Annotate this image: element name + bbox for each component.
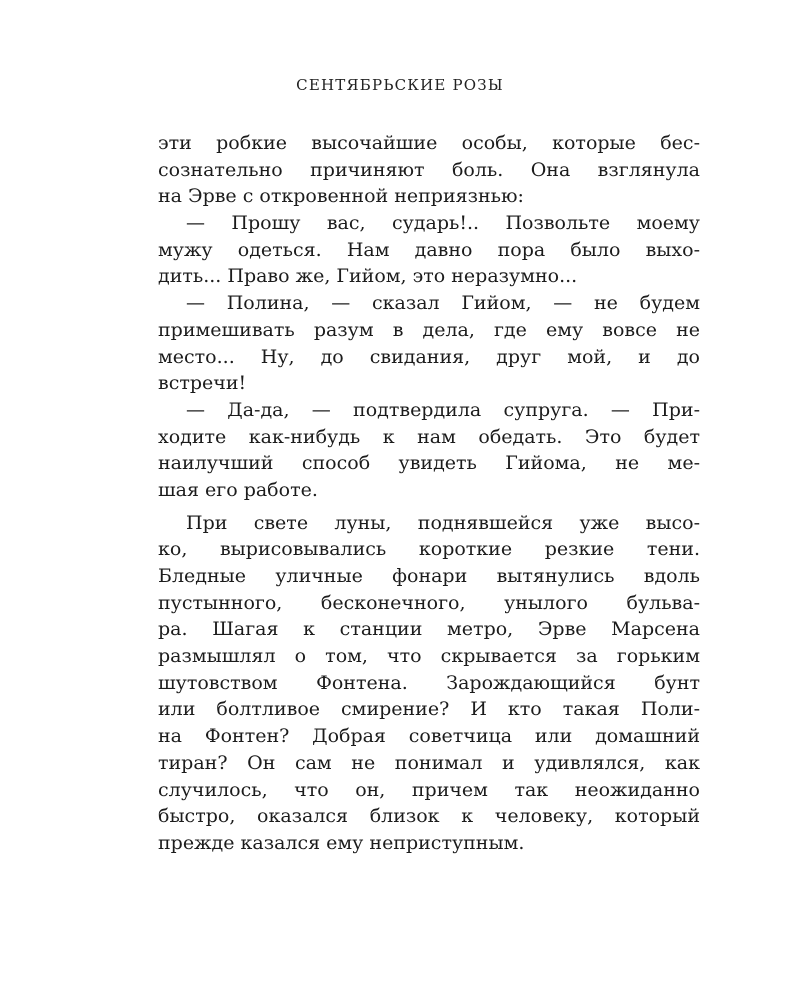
text-line: случилось, что он, причем так неожиданно bbox=[158, 778, 700, 801]
paragraph bbox=[158, 130, 700, 210]
text-line: ходите как-нибудь к нам обедать. Это будет bbox=[158, 425, 700, 448]
text-line: прежде казался ему неприступным. bbox=[158, 831, 525, 854]
text-line: быстро, оказался близок к человеку, который bbox=[158, 805, 700, 828]
text-line: — Полина, — сказал Гийом, — не будем bbox=[186, 292, 700, 315]
paragraph bbox=[158, 397, 700, 504]
paragraph bbox=[158, 210, 700, 290]
text-line: место... Ну, до свидания, друг мой, и до bbox=[158, 345, 700, 368]
text-line: мужу одеться. Нам давно пора было выхо- bbox=[158, 238, 700, 261]
text-line: дить... Право же, Гийом, это неразумно... bbox=[158, 265, 578, 288]
text-line: ко, вырисовывались короткие резкие тени. bbox=[158, 538, 700, 561]
text-line: на Фонтен? Добрая советчица или домашний bbox=[158, 725, 700, 748]
body-text bbox=[158, 130, 700, 857]
running-head: СЕНТЯБРЬСКИЕ РОЗЫ bbox=[296, 76, 504, 94]
text-line: встречи! bbox=[158, 372, 247, 395]
text-line: пустынного, бесконечного, унылого бульва- bbox=[158, 591, 700, 614]
text-line: сознательно причиняют боль. Она взглянула bbox=[158, 158, 700, 181]
paragraph bbox=[158, 290, 700, 397]
text-line: примешивать разум в дела, где ему вовсе не bbox=[158, 318, 700, 341]
text-line: эти робкие высочайшие особы, которые бес- bbox=[158, 132, 700, 154]
text-line: на Эрве с откровенной неприязнью: bbox=[158, 185, 524, 208]
paragraph bbox=[158, 510, 700, 857]
text-line: ра. Шагая к станции метро, Эрве Марсена bbox=[158, 618, 700, 641]
text-line: наилучший способ увидеть Гийома, не ме- bbox=[158, 452, 700, 475]
text-line: шая его работе. bbox=[158, 478, 318, 501]
text-line: — Да-да, — подтвердила супруга. — При- bbox=[186, 398, 700, 421]
text-line: шутовством Фонтена. Зарождающийся бунт bbox=[158, 671, 700, 694]
text-line: — Прошу вас, сударь!.. Позвольте моему bbox=[186, 212, 700, 235]
text-line: или болтливое смирение? И кто такая Поли- bbox=[158, 698, 700, 721]
text-line: Бледные уличные фонари вытянулись вдоль bbox=[158, 565, 700, 587]
text-line: При свете луны, поднявшейся уже высо- bbox=[186, 511, 700, 534]
text-line: размышлял о том, что скрывается за горьким bbox=[158, 645, 700, 668]
text-line: тиран? Он сам не понимал и удивлялся, как bbox=[158, 751, 700, 774]
